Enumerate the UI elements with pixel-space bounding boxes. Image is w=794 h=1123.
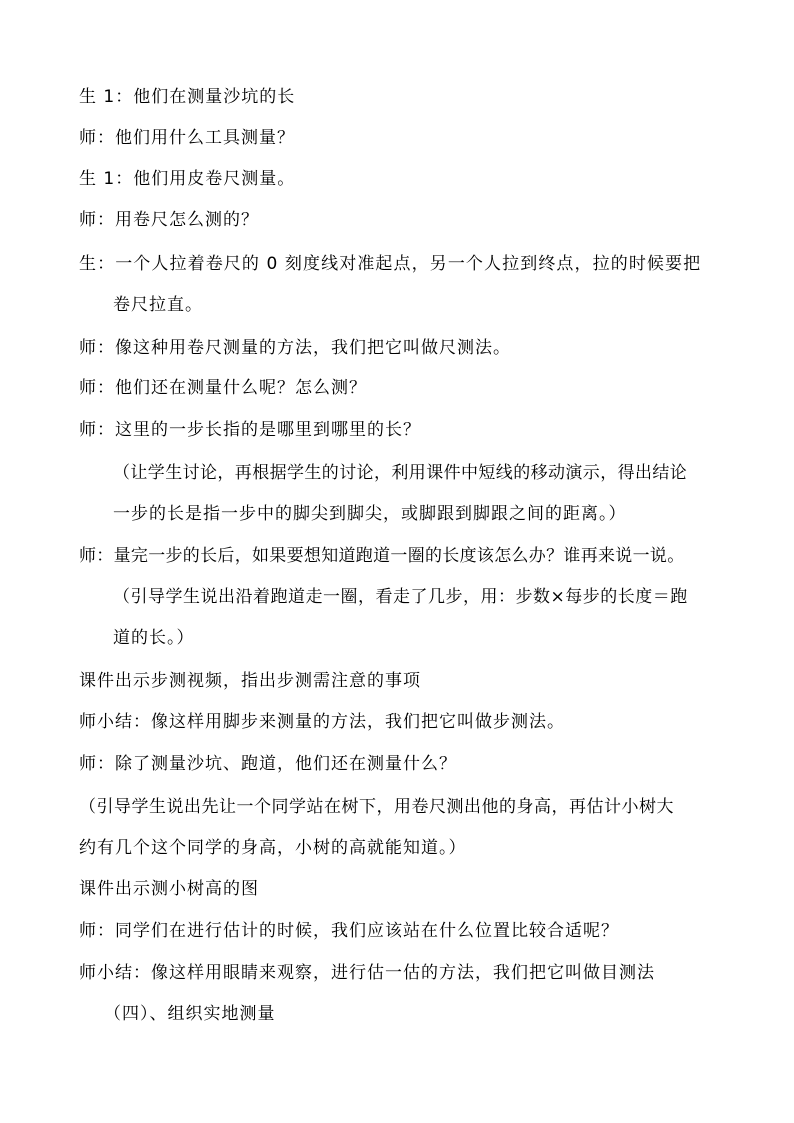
text-line-4: 师：用卷尺怎么测的？: [79, 210, 259, 230]
text-line-1: 生 1：他们在测量沙坑的长: [79, 87, 296, 107]
text-line-11: 一步的长是指一步中的脚尖到脚尖，或脚跟到脚跟之间的距离。）: [113, 504, 627, 524]
text-line-12: 师：量完一步的长后，如果要想知道跑道一圈的长度该怎么办？谁再来说一说。: [79, 546, 685, 566]
text-line-6: 卷尺拉直。: [113, 295, 203, 315]
text-line-10: （让学生讨论，再根据学生的讨论，利用课件中短线的移动演示，得出结论: [113, 463, 688, 483]
text-line-22: 师小结：像这样用眼睛来观察，进行估一估的方法，我们把它叫做目测法: [79, 963, 655, 983]
text-line-19: 约有几个这个同学的身高，小树的高就能知道。）: [79, 838, 467, 858]
text-line-13: （引导学生说出沿着跑道走一圈，看走了几步，用：步数×每步的长度＝跑: [113, 587, 688, 607]
text-line-15: 课件出示步测视频，指出步测需注意的事项: [79, 671, 421, 691]
section-heading: （四）、组织实地测量: [104, 1004, 276, 1024]
text-line-2: 师：他们用什么工具测量？: [79, 128, 295, 148]
text-line-21: 师：同学们在进行估计的时候，我们应该站在什么位置比较合适呢？: [79, 921, 619, 941]
text-line-7: 师：像这种用卷尺测量的方法，我们把它叫做尺测法。: [79, 338, 511, 358]
text-line-17: 师：除了测量沙坑、跑道，他们还在测量什么？: [79, 754, 457, 774]
text-line-14: 道的长。）: [113, 628, 195, 648]
text-line-9: 师：这里的一步长指的是哪里到哪里的长？: [79, 420, 421, 440]
text-line-3: 生 1：他们用皮卷尺测量。: [79, 169, 296, 189]
text-line-5: 生：一个人拉着卷尺的 0 刻度线对准起点，另一个人拉到终点，拉的时候要把: [79, 254, 702, 274]
text-line-8: 师：他们还在测量什么呢？怎么测？: [79, 378, 367, 398]
text-line-20: 课件出示测小树高的图: [79, 879, 259, 899]
text-line-18: （引导学生说出先让一个同学站在树下，用卷尺测出他的身高，再估计小树大: [79, 797, 674, 817]
text-line-16: 师小结：像这样用脚步来测量的方法，我们把它叫做步测法。: [79, 712, 565, 732]
